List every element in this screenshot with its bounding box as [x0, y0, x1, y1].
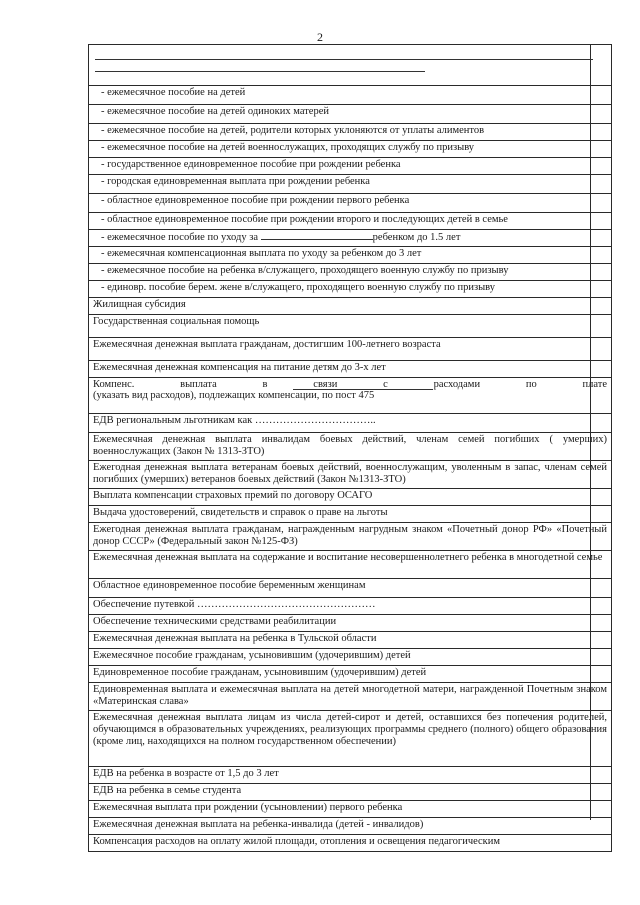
table-row — [89, 86, 611, 105]
table-row — [89, 711, 611, 767]
row-text: Единовременная выплата и ежемесячная выплата на детей многодетной матери, награжденной Почетным знаком «Материнская слава» — [93, 684, 607, 707]
table-row — [89, 315, 611, 338]
table-row — [89, 818, 611, 835]
row-text: Жилищная субсидия — [93, 299, 186, 310]
row-text: - ежемесячное пособие по уходу за — [101, 232, 261, 243]
row-text: Компенсация расходов на оплату жилой площади, отопления и освещения педагогическим — [93, 836, 501, 847]
row-text: Ежемесячная денежная выплата на ребенка-инвалида (детей - инвалидов) — [93, 819, 424, 830]
row-text: Ежемесячная денежная выплата на содержание и воспитание несовершеннолетнего ребенка в многодетной семье — [93, 552, 603, 563]
table-row — [89, 298, 611, 315]
row-text: Областное единовременное пособие беременным женщинам — [93, 580, 366, 591]
row-text: - ежемесячное пособие на детей — [101, 87, 246, 98]
table-row — [89, 835, 611, 851]
blank-header-area — [89, 45, 611, 86]
blank-line — [95, 59, 593, 60]
row-text: Ежегодная денежная выплата ветеранам боевых действий, военнослужащим, уволенным в запас, членам семей погибших (умерших) ветеранов боевых действий (Закон №1313-ЗТО) — [93, 462, 607, 485]
table-row — [89, 414, 611, 433]
row-text: Ежемесячная денежная компенсация на питание детям до 3-х лет — [93, 362, 386, 373]
table-row — [89, 194, 611, 213]
table-row — [89, 230, 611, 247]
benefits-table — [88, 44, 612, 852]
row-text: - ежемесячное пособие на ребенка в/служащего, проходящего военную службу по призыву — [101, 265, 509, 276]
row-text: Выдача удостоверений, свидетельств и справок о праве на льготы — [93, 507, 388, 518]
row-text: Ежемесячное пособие гражданам, усыновившим (удочерившим) детей — [93, 650, 411, 661]
table-row — [89, 632, 611, 649]
row-text: Государственная социальная помощь — [93, 316, 260, 327]
page-number: 2 — [317, 30, 323, 44]
table-row — [89, 338, 611, 361]
row-text: - единовр. пособие берем. жене в/служащего, проходящего военную службу по призыву — [101, 282, 496, 293]
row-text: Ежемесячная выплата при рождении (усыновлении) первого ребенка — [93, 802, 403, 813]
row-text: ЕДВ на ребенка в семье студента — [93, 785, 242, 796]
table-row — [89, 105, 611, 124]
table-rows — [89, 86, 611, 851]
row-text: Единовременное пособие гражданам, усыновившим (удочерившим) детей — [93, 667, 427, 678]
row-text: - областное единовременное пособие при рождении второго и последующих детей в семье — [101, 214, 508, 225]
table-row — [89, 784, 611, 801]
table-row — [89, 281, 611, 298]
table-row — [89, 801, 611, 818]
table-row — [89, 666, 611, 683]
row-text: Обеспечение техническими средствами реабилитации — [93, 616, 337, 627]
row-text: Ежемесячная денежная выплата лицам из числа детей-сирот и детей, оставшихся без попечения родителей, обучающимся в образовательных учреждениях, реализующих программы среднего (полного) общего образования (кроме лиц, находящихся на полном государственном обеспечении) — [93, 712, 607, 747]
table-row — [89, 378, 611, 414]
table-row — [89, 506, 611, 523]
table-row — [89, 433, 611, 461]
row-text: - ежемесячное пособие на детей, родители которых уклоняются от уплаты алиментов — [101, 125, 485, 136]
row-text: Ежемесячная денежная выплата гражданам, достигшим 100-летнего возраста — [93, 339, 441, 350]
table-row — [89, 247, 611, 264]
table-row — [89, 767, 611, 784]
blank-field — [261, 231, 373, 240]
row-text: Выплата компенсации страховых премий по договору ОСАГО — [93, 490, 373, 501]
row-text: Ежемесячная денежная выплата инвалидам боевых действий, членам семей погибших ( умерших) военнослужащих (Закон № 1313-ЗТО) — [93, 434, 607, 457]
table-row — [89, 175, 611, 194]
row-text: - ежемесячное пособие на детей военнослужащих, проходящих службу по призыву — [101, 142, 475, 153]
row-text: - ежемесячное пособие на детей одиноких матерей — [101, 106, 329, 117]
row-text: - городская единовременная выплата при рождении ребенка — [101, 176, 370, 187]
row-text: (указать вид расходов), подлежащих компенсации, по пост 475 — [93, 390, 375, 401]
row-text: - государственное единовременное пособие при рождении ребенка — [101, 159, 401, 170]
row-text: Ежемесячная денежная выплата на ребенка в Тульской области — [93, 633, 377, 644]
table-row — [89, 141, 611, 158]
table-row — [89, 361, 611, 378]
table-row — [89, 489, 611, 506]
table-row — [89, 579, 611, 598]
table-row — [89, 615, 611, 632]
row-text: ЕДВ региональным льготникам как …………………………….. — [93, 415, 376, 426]
row-text: Компенс. выплата в связи с расходами по плате — [93, 379, 607, 390]
table-row — [89, 551, 611, 579]
row-text: ЕДВ на ребенка в возрасте от 1,5 до 3 лет — [93, 768, 279, 779]
table-row — [89, 523, 611, 551]
table-row — [89, 158, 611, 175]
blank-line — [95, 71, 425, 72]
table-row — [89, 649, 611, 666]
table-row — [89, 264, 611, 281]
row-text: Ежегодная денежная выплата гражданам, награжденным нагрудным знаком «Почетный донор РФ» «Почетный донор СССР» (Федеральный закон №125-ФЗ) — [93, 524, 607, 547]
table-row — [89, 124, 611, 141]
row-text: ребенком до 1.5 лет — [372, 232, 461, 243]
row-text: - областное единовременное пособие при рождении первого ребенка — [101, 195, 410, 206]
table-row — [89, 598, 611, 615]
table-row — [89, 461, 611, 489]
row-text: - ежемесячная компенсационная выплата по уходу за ребенком до 3 лет — [101, 248, 422, 259]
row-text: Обеспечение путевкой …………………………………………… — [93, 599, 376, 610]
table-row — [89, 683, 611, 711]
table-row — [89, 213, 611, 230]
